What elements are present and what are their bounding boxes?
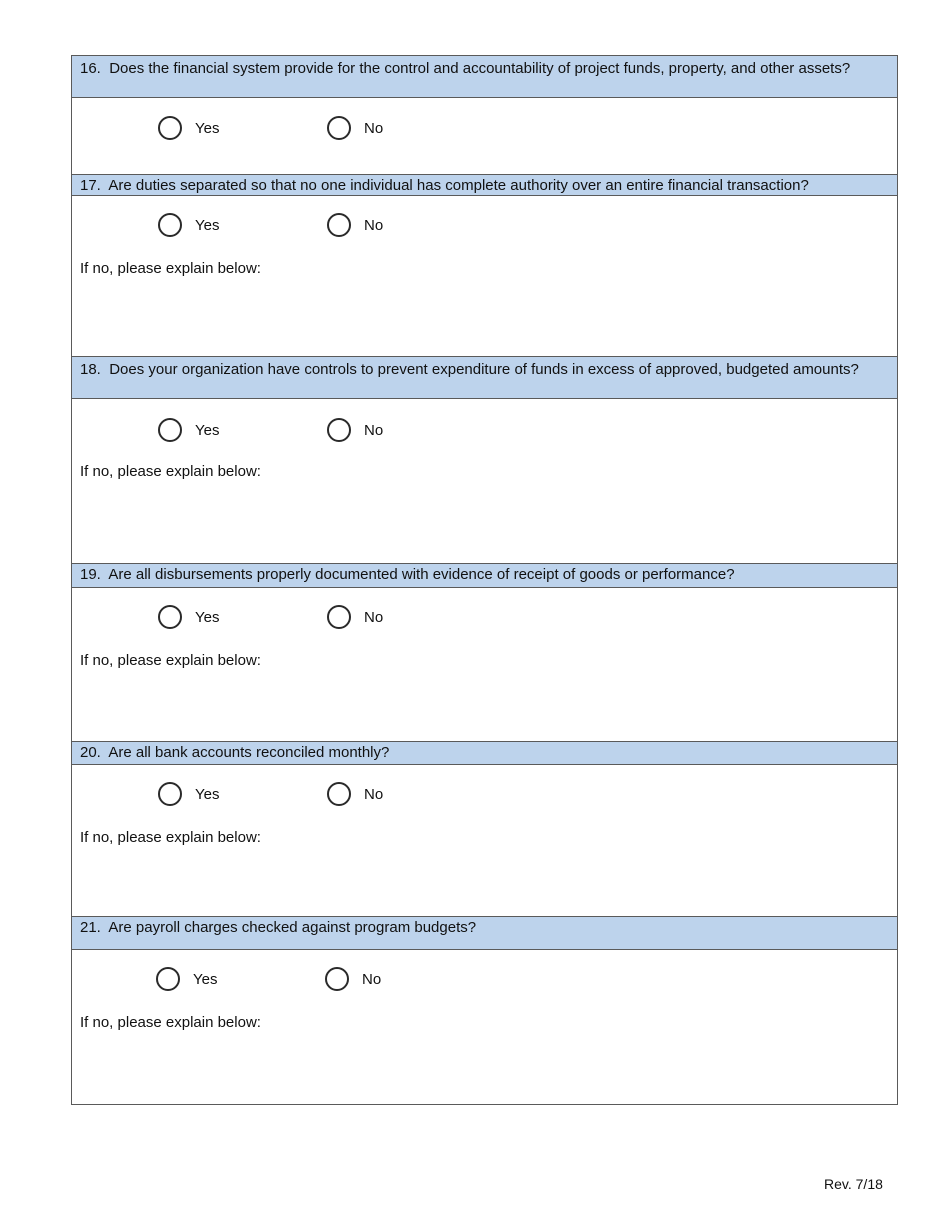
yes-label: Yes (195, 421, 220, 439)
explain-label: If no, please explain below: (80, 260, 261, 277)
question-21 (72, 916, 897, 1104)
yes-label: Yes (195, 785, 220, 803)
no-label: No (364, 608, 384, 626)
question-20-header (72, 741, 897, 765)
question-16-yes-option[interactable] (158, 116, 219, 140)
question-number: 20. (80, 744, 101, 761)
question-text: Are duties separated so that no one individual has complete authority over an entire financial transaction? (108, 177, 809, 194)
question-19 (72, 563, 897, 741)
question-number: 21. (80, 919, 101, 936)
question-16-answer-area (72, 98, 897, 174)
questionnaire-form (71, 55, 898, 1105)
question-18-yes-option[interactable] (158, 418, 219, 442)
question-21-no-option[interactable] (325, 967, 381, 991)
yes-radio-icon[interactable] (156, 967, 180, 991)
question-number: 17. (80, 177, 101, 194)
no-radio-icon[interactable] (327, 418, 351, 442)
no-radio-icon[interactable] (327, 605, 351, 629)
yes-radio-icon[interactable] (158, 782, 182, 806)
question-20-answer-area (72, 765, 897, 916)
explain-label: If no, please explain below: (80, 1014, 261, 1031)
question-18-header (72, 356, 897, 399)
question-21-header (72, 916, 897, 950)
question-18 (72, 356, 897, 563)
no-radio-icon[interactable] (327, 782, 351, 806)
question-19-header (72, 563, 897, 588)
question-19-answer-area (72, 588, 897, 741)
no-label: No (362, 970, 382, 988)
question-text: Are all bank accounts reconciled monthly? (108, 744, 390, 761)
question-17-no-option[interactable] (327, 213, 383, 237)
no-label: No (364, 216, 384, 234)
question-20 (72, 741, 897, 916)
question-19-yes-option[interactable] (158, 605, 219, 629)
question-17-header (72, 174, 897, 196)
question-21-answer-area (72, 950, 897, 1104)
no-radio-icon[interactable] (327, 213, 351, 237)
yes-label: Yes (193, 970, 218, 988)
revision-label: Rev. 7/18 (824, 1176, 883, 1192)
question-text: Are all disbursements properly documented with evidence of receipt of goods or performance? (108, 566, 735, 583)
question-17 (72, 174, 897, 356)
question-text: Does your organization have controls to prevent expenditure of funds in excess of approved, budgeted amounts? (109, 361, 859, 378)
yes-label: Yes (195, 216, 220, 234)
question-16 (72, 56, 897, 174)
question-16-no-option[interactable] (327, 116, 383, 140)
question-18-no-option[interactable] (327, 418, 383, 442)
question-17-answer-area (72, 196, 897, 356)
no-radio-icon[interactable] (327, 116, 351, 140)
yes-radio-icon[interactable] (158, 418, 182, 442)
question-text: Does the financial system provide for the control and accountability of project funds, property, and other assets? (109, 60, 851, 77)
question-20-yes-option[interactable] (158, 782, 219, 806)
explain-label: If no, please explain below: (80, 652, 261, 669)
no-label: No (364, 785, 384, 803)
question-20-no-option[interactable] (327, 782, 383, 806)
yes-radio-icon[interactable] (158, 116, 182, 140)
question-17-yes-option[interactable] (158, 213, 219, 237)
yes-label: Yes (195, 119, 220, 137)
explain-label: If no, please explain below: (80, 463, 261, 480)
question-number: 16. (80, 60, 101, 77)
no-label: No (364, 119, 384, 137)
explain-label: If no, please explain below: (80, 829, 261, 846)
yes-radio-icon[interactable] (158, 213, 182, 237)
yes-radio-icon[interactable] (158, 605, 182, 629)
question-21-yes-option[interactable] (156, 967, 217, 991)
no-radio-icon[interactable] (325, 967, 349, 991)
question-16-header (72, 56, 897, 98)
no-label: No (364, 421, 384, 439)
question-18-answer-area (72, 399, 897, 563)
question-number: 19. (80, 566, 101, 583)
question-text: Are payroll charges checked against program budgets? (108, 919, 477, 936)
question-number: 18. (80, 361, 101, 378)
yes-label: Yes (195, 608, 220, 626)
question-19-no-option[interactable] (327, 605, 383, 629)
